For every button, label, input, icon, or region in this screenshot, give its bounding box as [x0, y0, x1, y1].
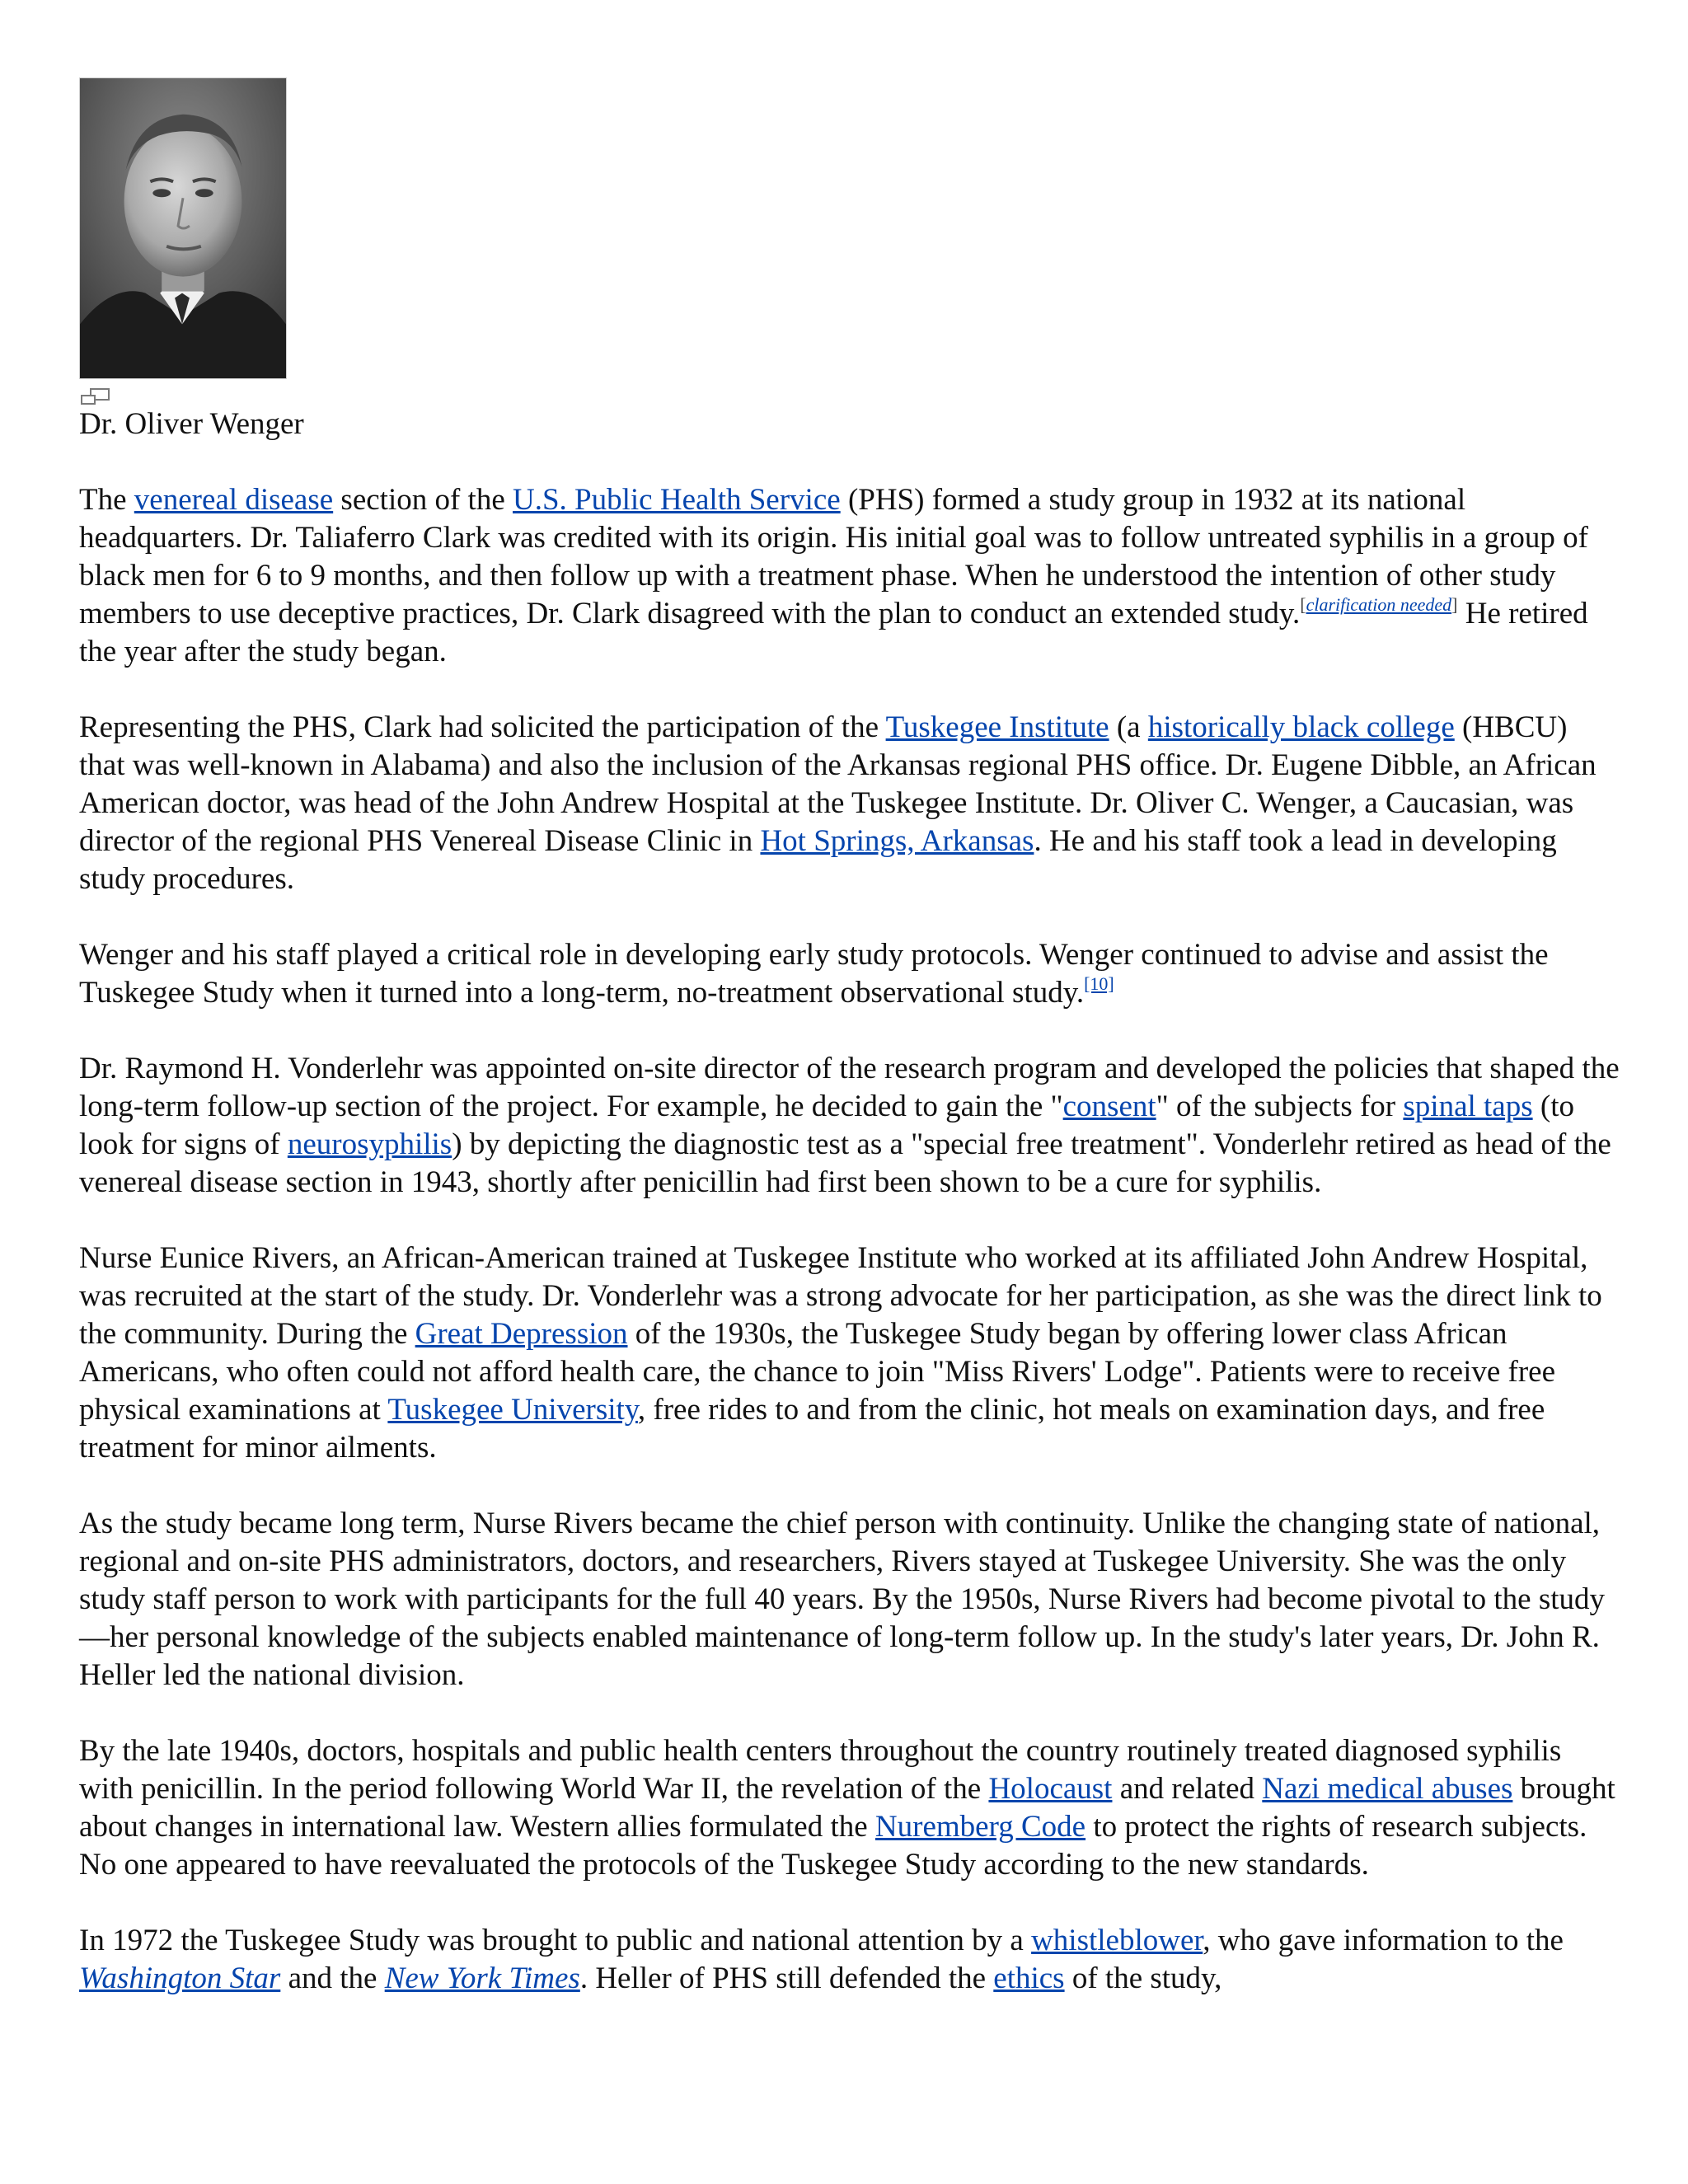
paragraph-3: Wenger and his staff played a critical role in developing early study protocols. Wenger continued to advise and assist the Tuskegee Study when it turned into a long-term, no-treatment observational study.[10] — [79, 938, 1549, 1010]
link-holocaust[interactable]: Holocaust — [988, 1772, 1113, 1806]
link-nuremberg-code[interactable]: Nuremberg Code — [874, 1810, 1086, 1844]
link-us-public-health-service[interactable]: U.S. Public Health Service — [513, 483, 841, 517]
link-whistleblower[interactable]: whistleblower — [1031, 1924, 1203, 1957]
paragraph-2: Representing the PHS, Clark had solicited the participation of the Tuskegee Institute (a historically black college (HBCU) that was well-known in Alabama) and also the inclusion of the Arkansas regional PHS office. Dr. Eugene Dibble, an African American doctor, was head of the John Andrew Hospital at the Tuskegee Institute. Dr. Oliver C. Wenger, a Caucasian, was director of the regional PHS Venereal Disease Clinic in Hot Springs, Arkansas. He and his staff took a lead in developing study procedures. — [79, 710, 1597, 896]
link-nazi-medical-abuses[interactable]: Nazi medical abuses — [1262, 1772, 1513, 1806]
reference-10[interactable]: [10] — [1084, 973, 1114, 994]
link-neurosyphilis[interactable]: neurosyphilis — [287, 1127, 452, 1161]
paragraph-4: Dr. Raymond H. Vonderlehr was appointed on-site director of the research program and developed the policies that shaped the long-term follow-up section of the project. For example, he decided to gain the "consent" of the subjects for spinal taps (to look for signs of neurosyphilis) by depicting the diagnostic test as a "special free treatment". Vonderlehr retired as head of the venereal disease section in 1943, shortly after penicillin had first been shown to be a cure for syphilis. — [79, 1052, 1620, 1199]
paragraph-1: The venereal disease section of the U.S. Public Health Service (PHS) formed a study group in 1932 at its national headquarters. Dr. Taliaferro Clark was credited with its origin. His initial goal was to follow untreated syphilis in a group of black men for 6 to 9 months, and then follow up with a treatment phase. When he understood the intention of other study members to use deceptive practices, Dr. Clark disagreed with the plan to conduct an extended study.[clarification needed] He retired the year after the study began. — [79, 483, 1588, 668]
enlarge-image-icon[interactable] — [79, 387, 112, 405]
link-consent[interactable]: consent — [1062, 1090, 1156, 1123]
link-ethics[interactable]: ethics — [993, 1961, 1065, 1995]
clarification-note: [clarification needed] — [1300, 594, 1458, 615]
paragraph-8: In 1972 the Tuskegee Study was brought to public and national attention by a whistleblower, who gave information to the Washington Star and the New York Times. Heller of PHS still defended the ethics of the study, — [79, 1924, 1564, 1995]
portrait-photo — [79, 77, 287, 379]
link-tuskegee-institute[interactable]: Tuskegee Institute — [885, 710, 1109, 744]
link-tuskegee-university[interactable]: Tuskegee University — [387, 1393, 638, 1427]
paragraph-7: By the late 1940s, doctors, hospitals and public health centers throughout the country routinely treated diagnosed syphilis with penicillin. In the period following World War II, the revelation of the Holocaust and related Nazi medical abuses brought about changes in international law. Western allies formulated the Nuremberg Code to protect the rights of research subjects. No one appeared to have reevaluated the protocols of the Tuskegee Study according to the new standards. — [79, 1734, 1615, 1882]
link-venereal-disease[interactable]: venereal disease — [134, 483, 334, 517]
link-hot-springs-arkansas[interactable]: Hot Springs, Arkansas — [760, 824, 1034, 858]
link-clarification-needed[interactable]: clarification needed — [1306, 594, 1452, 615]
link-new-york-times[interactable]: New York Times — [384, 1961, 580, 1995]
image-caption: Dr. Oliver Wenger — [79, 407, 304, 441]
article-body — [79, 77, 1620, 1998]
link-great-depression[interactable]: Great Depression — [415, 1317, 628, 1351]
link-washington-star[interactable]: Washington Star — [79, 1961, 281, 1995]
link-historically-black-college[interactable]: historically black college — [1147, 710, 1455, 744]
link-spinal-taps[interactable]: spinal taps — [1403, 1090, 1533, 1123]
paragraph-6: As the study became long term, Nurse Rivers became the chief person with continuity. Unlike the changing state of national, regional and on-site PHS administrators, doctors, and researchers, Rivers stayed at Tuskegee University. She was the only study staff person to work with participants for the full 40 years. By the 1950s, Nurse Rivers had become pivotal to the study—her personal knowledge of the subjects enabled maintenance of long-term follow up. In the study's later years, Dr. John R. Heller led the national division. — [79, 1507, 1606, 1692]
paragraph-5: Nurse Eunice Rivers, an African-American trained at Tuskegee Institute who worked at its affiliated John Andrew Hospital, was recruited at the start of the study. Dr. Vonderlehr was a strong advocate for her participation, as she was the direct link to the community. During the Great Depression of the 1930s, the Tuskegee Study began by offering lower class African Americans, who often could not afford health care, the chance to join "Miss Rivers' Lodge". Patients were to receive free physical examinations at Tuskegee University, free rides to and from the clinic, hot meals on examination days, and free treatment for minor ailments. — [79, 1241, 1602, 1465]
